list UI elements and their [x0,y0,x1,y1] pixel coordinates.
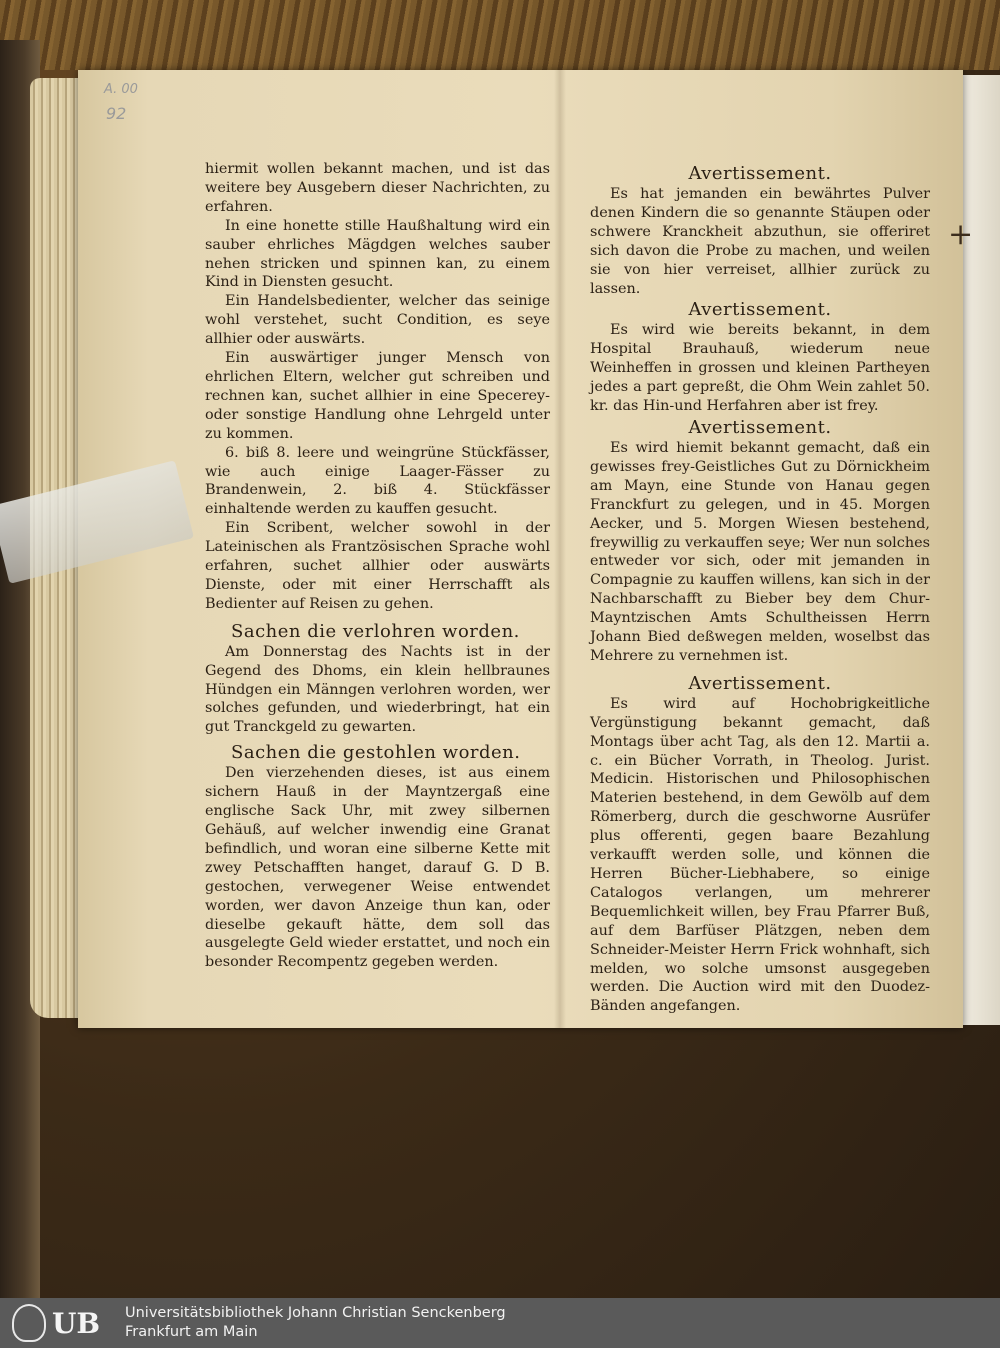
left-paragraph: Ein Handelsbedienter, welcher das seinige wohl verstehet, sucht Condition, es seye allhier oder auswärts. [205,293,550,348]
margin-cross-mark: + [948,217,974,252]
avertissement-heading: Avertissement. [688,299,832,321]
left-text-column [205,160,550,972]
avertissement-text: Es wird wie bereits bekannt, in dem Hospital Brauhauß, wiederum neue Weinheffen in grossen und kleinen Partheyen jedes a part gepreßt, die Ohm Wein zahlet 50. kr. das Hin-und Herfahren aber ist frey. [590,322,930,415]
pencil-note-top: A. 00 [104,82,138,97]
stolen-item-notice: Den vierzehenden dieses, ist aus einem sichern Hauß in der Mayntzergaß eine englische Sack Uhr, mit zwey silbernen Gehäuß, auf welcher inwendig eine Granat befindlich, und woran eine silberne Kette mit zwey Petschafften hanget, darauf G. D B. gestochen, verwegener Weise entwendet worden, wer davon Anzeige thun kan, oder dieselbe gekauft hätte, dem soll das ausgelegte Geld wieder erstattet, und noch ein besonder Recompentz gegeben werden. [205,765,550,971]
pencil-note-number: 92 [106,104,127,123]
library-footer [0,1298,1000,1348]
avertissement-heading: Avertissement. [688,163,832,184]
avertissement-heading: Avertissement. [688,672,832,694]
lost-item-notice: Am Donnerstag des Nachts ist in der Gegend des Dhoms, ein klein hellbraunes Hündgen ein Männgen verlohren worden, wer solches gefunden, und wiederbringt, hat ein gut Tranckgeld zu gewarten. [205,643,550,736]
left-paragraph: In eine honette stille Haußhaltung wird ein sauber ehrliches Mägdgen welches sauber nehen stricken und spinnen kan, zu einem Kind in Diensten gesucht. [205,217,550,291]
book-binding-top [0,0,1000,70]
avertissement-text: Es wird hiemit bekannt gemacht, daß ein gewisses frey-Geistliches Gut zu Dörnickheim am Mayn, eine Stunde von Hanau gegen Franckfurt zu gelegen, und in 45. Morgen Aecker, und 5. Morgen Wiesen bestehend, freywillig zu verkauffen seye; Wer nun solches entweder vor sich, oder mit jemanden in Compagnie zu kauffen willens, kan sich in der Nachbarschafft zu Bieber bey dem Chur-Mayntzischen Amts Schultheissen Herrn Johann Bied deßwegen melden, woselbst das Mehrere zu vernehmen ist. [590,439,930,664]
page-gutter [554,70,566,1028]
left-paragraph: hiermit wollen bekannt machen, und ist das weitere bey Ausgebern dieser Nachrichten, zu erfahren. [205,161,550,215]
library-credit [125,1304,506,1342]
portrait-logo-icon [12,1304,46,1342]
heading-lost-items: Sachen die verlohren worden. [231,620,520,642]
left-paragraph: 6. biß 8. leere und weingrüne Stückfässer, wie auch einige Laager-Fässer zu Brandenwein, 2. biß 4. Stückfässer einhaltende werden zu kauffen gesucht. [205,444,550,518]
left-paragraph: Ein Scribent, welcher sowohl in der Lateinischen als Frantzösischen Sprache wohl erfahren, suchet allhier oder auswärts Dienste, oder mit einer Herrschafft als Bedienter auf Reisen zu gehen. [205,520,550,612]
logo-text: UB [52,1306,101,1340]
heading-stolen-items: Sachen die gestohlen worden. [231,742,521,764]
right-text-column [590,162,930,1016]
avertissement-text: Es wird auf Hochobrigkeitliche Vergünstigung bekannt gemacht, daß Montags über acht Tag, als den 12. Martii a. c. ein Bücher Vorrath, in Theolog. Jurist. Medicin. Historischen und Philosophischen Materien bestehend, in dem Gewölb auf dem Römerberg, durch die geschworne Ausrüfer plus offerenti, gegen baare Bezahlung verkaufft werden solle, und können die Herren Bücher-Liebhabere, so einige Catalogos verlangen, um mehrerer Bequemlichkeit willen, bey Frau Pfarrer Buß, auf dem Barfüser Plätzgen, neben dem Schneider-Meister Herrn Frick wohnhaft, sich melden, wo solche umsonst ausgegeben werden. Die Auction wird mit den Duodez-Bänden angefangen. [590,695,930,1015]
library-city: Frankfurt am Main [125,1324,258,1340]
avertissement-heading: Avertissement. [688,416,832,438]
left-paragraph: Ein auswärtiger junger Mensch von ehrlichen Eltern, welcher gut schreiben und rechnen kan, suchet allhier in eine Specerey-oder sonstige Handlung ohne Lehrgeld unter zu kommen. [205,350,550,442]
avertissement-text: Es hat jemanden ein bewährtes Pulver denen Kindern die so genannte Stäupen oder schwere Kranckheit abzuthun, sie offeriret sich davon die Probe zu machen, und weilen sie von hier verreiset, allhier zurück zu lassen. [590,186,930,297]
library-name: Universitätsbibliothek Johann Christian Senckenberg [125,1305,506,1321]
ub-logo [12,1303,112,1343]
